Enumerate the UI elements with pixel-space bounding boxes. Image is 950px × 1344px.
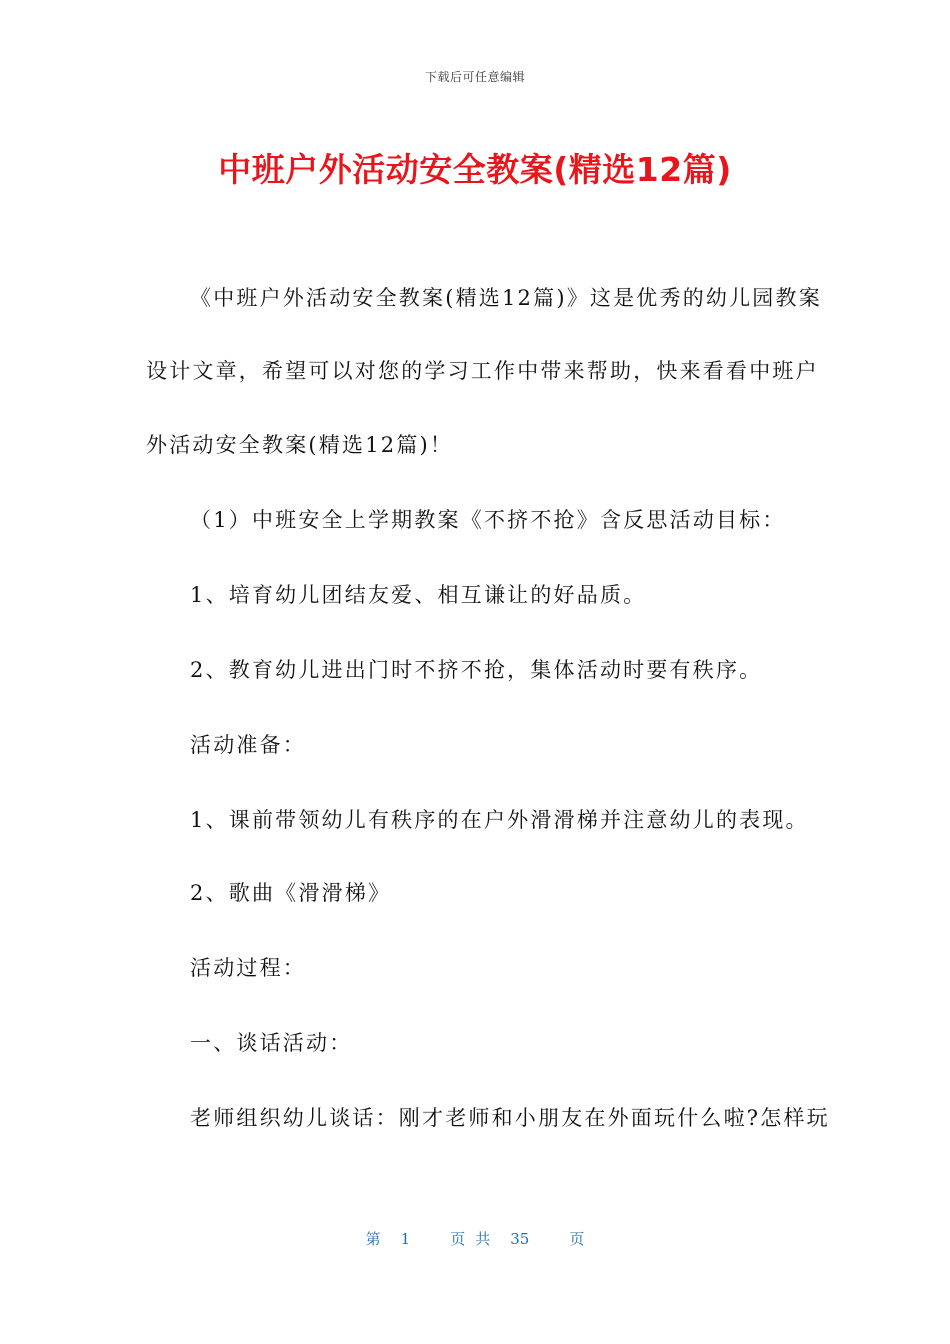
- paragraph-line: 《中班户外活动安全教案(精选12篇)》这是优秀的幼儿园教案: [190, 286, 822, 310]
- document-title: 中班户外活动安全教案(精选12篇): [218, 150, 732, 189]
- paragraph-line: 老师组织幼儿谈话：刚才老师和小朋友在外面玩什么啦?怎样玩: [190, 1106, 830, 1130]
- paragraph-line: （1）中班安全上学期教案《不挤不抢》含反思活动目标：: [190, 508, 786, 532]
- paragraph-line: 外活动安全教案(精选12篇)！: [146, 433, 454, 457]
- footer-total-suffix: 页: [569, 1230, 585, 1248]
- paragraph-line: 活动过程：: [190, 956, 306, 980]
- footer-page-number: 1: [400, 1230, 411, 1248]
- paragraph-line: 1、课前带领幼儿有秩序的在户外滑滑梯并注意幼儿的表现。: [190, 808, 809, 832]
- header-note: 下载后可任意编辑: [424, 70, 525, 84]
- footer-total-pages: 35: [510, 1230, 530, 1248]
- page-footer: [0, 1228, 950, 1249]
- footer-page-prefix: 第: [365, 1230, 381, 1248]
- footer-total-prefix: 共: [475, 1230, 491, 1248]
- paragraph-line: 2、教育幼儿进出门时不挤不抢，集体活动时要有秩序。: [190, 658, 763, 682]
- paragraph-line: 一、谈话活动：: [190, 1031, 353, 1055]
- paragraph-line: 活动准备：: [190, 733, 306, 757]
- footer-page-suffix: 页: [450, 1230, 466, 1248]
- paragraph-line: 设计文章，希望可以对您的学习工作中带来帮助，快来看看中班户: [146, 359, 819, 383]
- paragraph-line: 2、歌曲《滑滑梯》: [190, 881, 392, 905]
- paragraph-line: 1、培育幼儿团结友爱、相互谦让的好品质。: [190, 583, 647, 607]
